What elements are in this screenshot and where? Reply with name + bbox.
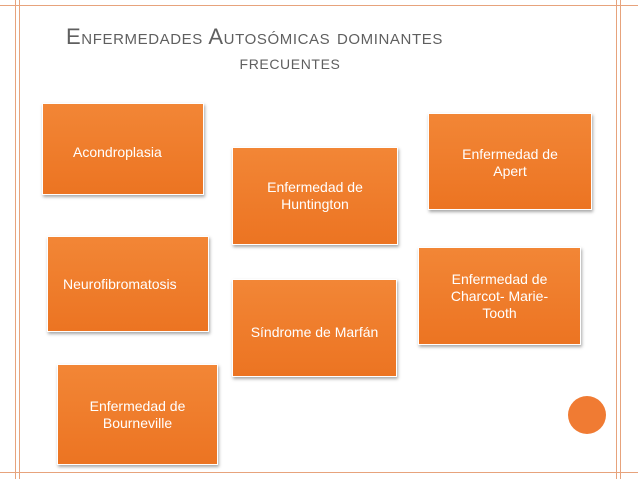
bottom-border-line: [0, 472, 638, 473]
box-bourneville: [57, 364, 218, 465]
box-acondroplasia-label: Acondroplasia: [73, 144, 162, 160]
box-neurofibromatosis: [47, 236, 209, 332]
box-apert: [428, 113, 592, 210]
box-huntington: [232, 147, 398, 245]
box-bourneville-label: Enfermedad de Bourneville: [89, 397, 186, 431]
box-marfan-label: Síndrome de Marfán: [250, 323, 379, 340]
top-border-line: [0, 5, 638, 6]
box-charcot-marie-tooth: [418, 247, 581, 345]
box-acondroplasia: [42, 103, 204, 195]
slide-title-line-1: Enfermedades Autosómicas dominantes: [66, 24, 443, 49]
right-border-line-inner: [616, 0, 617, 479]
right-border-line: [620, 0, 621, 479]
box-marfan: [232, 279, 397, 377]
slide-title-line-2: frecuentes: [239, 52, 341, 74]
box-apert-label: Enfermedad de Apert: [462, 146, 558, 179]
box-huntington-label: Enfermedad de Huntington: [267, 179, 363, 212]
box-neurofibromatosis-label: Neurofibromatosis: [63, 275, 177, 292]
orange-circle-icon: [568, 396, 606, 434]
box-charcot-marie-tooth-label: Enfermedad de Charcot- Marie- Tooth: [450, 270, 549, 321]
